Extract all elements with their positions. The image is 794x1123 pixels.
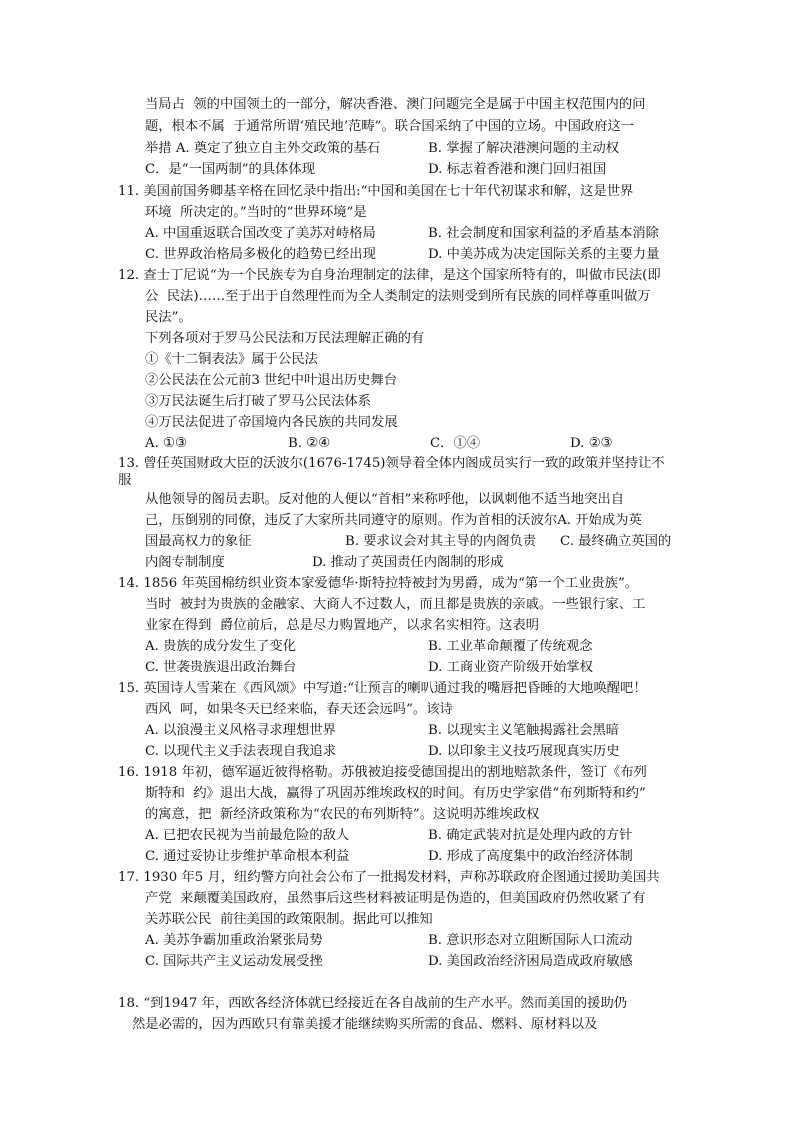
option: B. 以现实主义笔触揭露社会黑暗 <box>428 723 620 738</box>
text-line: C. 通过妥协让步维护革命根本利益 <box>145 849 350 864</box>
text-line: ②公民法在公元前3 世纪中叶退出历史舞台 <box>145 373 398 388</box>
text-line: 民法”。 <box>145 310 192 325</box>
text-line: ①《十二铜表法》属于公民法 <box>145 352 318 367</box>
option: D. 推动了英国责任内阁制的形成 <box>312 555 504 570</box>
text-line: A. 美苏争霸加重政治紧张局势 <box>145 933 323 948</box>
text-line: 服 <box>118 473 132 488</box>
option: B. 社会制度和国家利益的矛盾基本消除 <box>428 226 659 241</box>
option: B. 确定武装对抗是处理内政的方针 <box>428 828 633 843</box>
option: B. 工业革命颠覆了传统观念 <box>428 639 593 654</box>
text-line: 关苏联公民 前往美国的政策限制。据此可以推知 <box>145 912 433 927</box>
text-line: A. 贵族的成分发生了变化 <box>145 639 297 654</box>
option: D. ②③ <box>570 436 613 451</box>
option: D. 中美苏成为决定国际关系的主要力量 <box>428 247 660 262</box>
option: A. ①③ <box>145 436 187 451</box>
option: B. 要求议会对其主导的内阁负责 <box>345 534 537 549</box>
option: D. 以印象主义技巧展现真实历史 <box>428 744 620 759</box>
text-line: 己，压倒别的同僚，违反了大家所共同遵守的原则。作为首相的沃波尔A. 开始成为英 <box>145 513 642 528</box>
text-line: 的寓意，把 新经济政策称为“农民的布列斯特”。这说明苏维埃政权 <box>145 807 540 822</box>
text-line: ③万民法诞生后打破了罗马公民法体系 <box>145 394 372 409</box>
text-line: 当局占 领的中国领土的一部分，解决香港、澳门问题完全是属于中国主权范围内的问 <box>145 97 646 112</box>
text-line: C. 世袭贵族退出政治舞台 <box>145 660 297 675</box>
question-14: 14. 1856 年英国棉纺织业资本家爱德华·斯特拉特被封为男爵，成为“第一个工业贵族”。 <box>118 576 639 591</box>
question-16: 16. 1918 年初，德军逼近彼得格勒。苏俄被迫接受德国提出的割地赔款条件，签订《布列 <box>118 765 647 780</box>
question-12: 12. 查士丁尼说“为一个民族专为自身治理制定的法律，是这个国家所特有的，叫做市民法(即 <box>118 268 661 283</box>
text-line: 题，根本不属 于通常所谓‘殖民地’范畴”。联合国采纳了中国的立场。中国政府这一 <box>145 119 635 134</box>
question-11: 11. 美国前国务卿基辛格在回忆录中指出:“中国和美国在七十年代初谋求和解，这是世界 <box>118 184 634 199</box>
option: C. 最终确立英国的 <box>560 534 672 549</box>
option: D. 标志着香港和澳门回归祖国 <box>428 162 607 177</box>
option: D. 美国政治经济困局造成政府敏感 <box>428 954 633 969</box>
text-line: A. 中国重返联合国改变了美苏对峙格局 <box>145 226 376 241</box>
text-line: C. 国际共产主义运动发展受挫 <box>145 954 323 969</box>
question-15: 15. 英国诗人雪莱在《西风颂》中写道:“让预言的喇叭通过我的嘴唇把昏睡的大地唤醒吧！ <box>118 681 647 696</box>
option: C．①④ <box>430 436 481 451</box>
option: D. 形成了高度集中的政治经济体制 <box>428 849 633 864</box>
text-line: 公 民法)……至于出于自然理性而为全人类制定的法则受到所有民族的同样尊重叫做万 <box>145 289 651 304</box>
option: B. 掌握了解决港澳问题的主动权 <box>428 141 620 156</box>
text-line: 业家在得到 爵位前后，总是尽力购置地产，以求名实相符。这表明 <box>145 618 540 633</box>
text-line: 环境 所决定的。”当时的“世界环境”是 <box>145 205 367 220</box>
text-line: 下列各项对于罗马公民法和万民法理解正确的有 <box>145 331 425 346</box>
option: D. 工商业资产阶级开始掌权 <box>428 660 593 675</box>
text-line: C．是“一国两制”的具体体现 <box>145 162 316 177</box>
text-line: 当时 被封为贵族的金融家、大商人不过数人，而且都是贵族的亲戚。一些银行家、工 <box>145 597 646 612</box>
option: B. ②④ <box>288 436 331 451</box>
text-line: 内阁专制制度 <box>145 555 225 570</box>
text-line: C. 世界政治格局多极化的趋势已经出现 <box>145 247 376 262</box>
text-line: A. 已把农民视为当前最危险的敌人 <box>145 828 350 843</box>
text-line: 产党 来颠覆美国政府，虽然事后这些材料被证明是伪造的，但美国政府仍然收紧了有 <box>145 891 646 906</box>
question-18: 18. “到1947 年，西欧各经济体就已经接近在各自战前的生产水平。然而美国的援助仍 <box>118 996 628 1011</box>
text-line: 举措 A. 奠定了独立自主外交政策的基石 <box>145 141 381 156</box>
text-line: A. 以浪漫主义风格寻求理想世界 <box>145 723 336 738</box>
text-line: 从他领导的阁员去职。反对他的人便以“首相”来称呼他，以讽刺他不适当地突出自 <box>145 492 624 507</box>
text-line: 国最高权力的象征 <box>145 534 252 549</box>
text-line: 西风 呵，如果冬天已经来临，春天还会远吗”。该诗 <box>145 702 453 717</box>
text-line: ④万民法促进了帝国境内各民族的共同发展 <box>145 415 398 430</box>
text-line: 然是必需的，因为西欧只有靠美援才能继续购买所需的食品、燃料、原材料以及 <box>132 1017 598 1032</box>
text-line: 斯特和 约》退出大战，赢得了巩固苏维埃政权的时间。有历史学家借“布列斯特和约” <box>145 786 646 801</box>
question-13: 13. 曾任英国财政大臣的沃波尔(1676-1745)领导着全体内阁成员实行一致的政策并坚持让不 <box>118 456 665 471</box>
question-17: 17. 1930 年5 月，纽约警方向社会公布了一批揭发材料，声称苏联政府企图通过援助美国共 <box>118 870 660 885</box>
text-line: C. 以现代主义手法表现自我追求 <box>145 744 337 759</box>
option: B. 意识形态对立阻断国际人口流动 <box>428 933 633 948</box>
